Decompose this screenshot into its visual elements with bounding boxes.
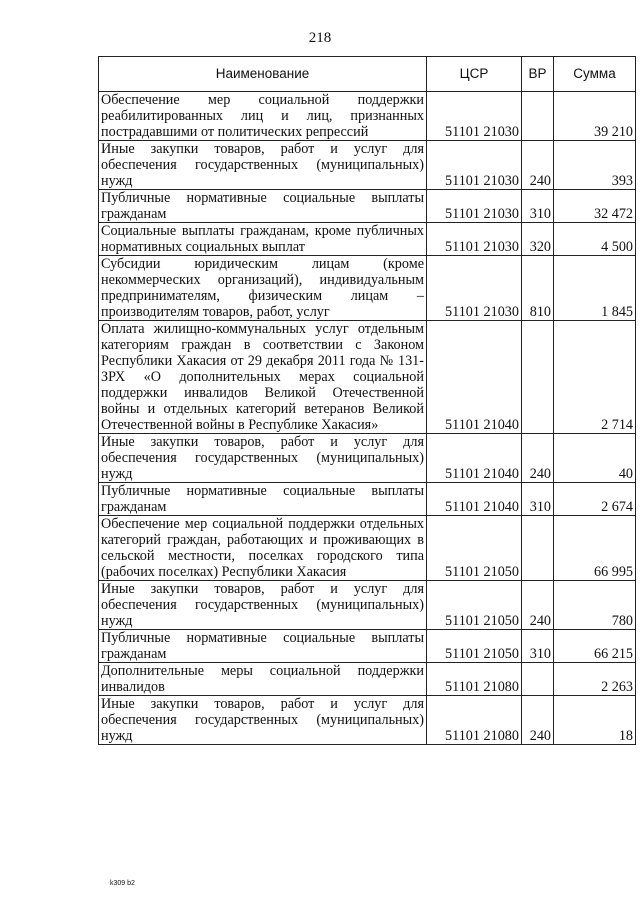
row-csr-cell: 51101 21080	[427, 696, 522, 745]
budget-table	[98, 56, 636, 745]
row-name-cell: Социальные выплаты гражданам, кроме публичных нормативных социальных выплат	[99, 223, 427, 256]
row-sum-cell: 780	[554, 581, 636, 630]
column-header-name: Наименование	[99, 57, 427, 92]
row-vr-cell: 240	[522, 434, 554, 483]
row-csr-cell: 51101 21040	[427, 434, 522, 483]
row-sum-cell: 2 263	[554, 663, 636, 696]
column-header-sum: Сумма	[554, 57, 636, 92]
row-csr-cell: 51101 21050	[427, 581, 522, 630]
row-csr-cell: 51101 21030	[427, 141, 522, 190]
row-name-cell: Иные закупки товаров, работ и услуг для обеспечения государственных (муниципальных) нужд	[99, 581, 427, 630]
row-vr-cell	[522, 516, 554, 581]
table-row	[99, 483, 636, 516]
table-row	[99, 141, 636, 190]
table-row	[99, 696, 636, 745]
row-vr-cell: 240	[522, 696, 554, 745]
row-name-cell: Субсидии юридическим лицам (кроме некоммерческих организаций), индивидуальным предпринимателям, физическим лицам – производителям товаров, работ, услуг	[99, 256, 427, 321]
row-name-cell: Публичные нормативные социальные выплаты гражданам	[99, 483, 427, 516]
row-sum-cell: 40	[554, 434, 636, 483]
row-sum-cell: 2 714	[554, 321, 636, 434]
table-row	[99, 630, 636, 663]
row-vr-cell: 310	[522, 630, 554, 663]
row-csr-cell: 51101 21030	[427, 256, 522, 321]
row-sum-cell: 39 210	[554, 92, 636, 141]
row-name-cell: Обеспечение мер социальной поддержки отдельных категорий граждан, работающих и проживающих в сельской местности, поселках городского типа (рабочих поселках) Республики Хакасия	[99, 516, 427, 581]
row-vr-cell: 320	[522, 223, 554, 256]
row-vr-cell: 240	[522, 581, 554, 630]
table-header-row	[99, 57, 636, 92]
table-row	[99, 190, 636, 223]
row-vr-cell	[522, 663, 554, 696]
table-row	[99, 321, 636, 434]
row-vr-cell	[522, 321, 554, 434]
row-csr-cell: 51101 21030	[427, 190, 522, 223]
row-name-cell: Публичные нормативные социальные выплаты гражданам	[99, 190, 427, 223]
row-csr-cell: 51101 21040	[427, 321, 522, 434]
row-sum-cell: 66 995	[554, 516, 636, 581]
table-row	[99, 92, 636, 141]
row-vr-cell	[522, 92, 554, 141]
column-header-vr: ВР	[522, 57, 554, 92]
row-sum-cell: 32 472	[554, 190, 636, 223]
row-name-cell: Дополнительные меры социальной поддержки инвалидов	[99, 663, 427, 696]
row-csr-cell: 51101 21080	[427, 663, 522, 696]
row-name-cell: Иные закупки товаров, работ и услуг для обеспечения государственных (муниципальных) нужд	[99, 141, 427, 190]
page-number: 218	[308, 30, 332, 46]
row-name-cell: Публичные нормативные социальные выплаты гражданам	[99, 630, 427, 663]
row-csr-cell: 51101 21040	[427, 483, 522, 516]
row-csr-cell: 51101 21030	[427, 223, 522, 256]
row-name-cell: Оплата жилищно-коммунальных услуг отдельным категориям граждан в соответствии с Законом Республики Хакасия от 29 декабря 2011 года № 131-ЗРХ «О дополнительных мерах социальной поддержки инвалидов Великой Отечественной войны и отдельных категорий ветеранов Великой Отечественной войны в Республике Хакасия»	[99, 321, 427, 434]
table-row	[99, 223, 636, 256]
row-csr-cell: 51101 21050	[427, 630, 522, 663]
row-sum-cell: 18	[554, 696, 636, 745]
table-row	[99, 516, 636, 581]
row-vr-cell: 310	[522, 190, 554, 223]
table-row	[99, 663, 636, 696]
column-header-csr: ЦСР	[427, 57, 522, 92]
table-row	[99, 581, 636, 630]
row-sum-cell: 2 674	[554, 483, 636, 516]
row-csr-cell: 51101 21030	[427, 92, 522, 141]
table-row	[99, 434, 636, 483]
row-sum-cell: 4 500	[554, 223, 636, 256]
table-row	[99, 256, 636, 321]
row-name-cell: Обеспечение мер социальной поддержки реабилитированных лиц и лиц, признанных пострадавшими от политических репрессий	[99, 92, 427, 141]
row-csr-cell: 51101 21050	[427, 516, 522, 581]
row-name-cell: Иные закупки товаров, работ и услуг для обеспечения государственных (муниципальных) нужд	[99, 696, 427, 745]
row-sum-cell: 1 845	[554, 256, 636, 321]
row-sum-cell: 66 215	[554, 630, 636, 663]
row-name-cell: Иные закупки товаров, работ и услуг для обеспечения государственных (муниципальных) нужд	[99, 434, 427, 483]
footer-document-code: k309 b2	[110, 880, 135, 887]
row-vr-cell: 240	[522, 141, 554, 190]
row-vr-cell: 810	[522, 256, 554, 321]
row-sum-cell: 393	[554, 141, 636, 190]
row-vr-cell: 310	[522, 483, 554, 516]
